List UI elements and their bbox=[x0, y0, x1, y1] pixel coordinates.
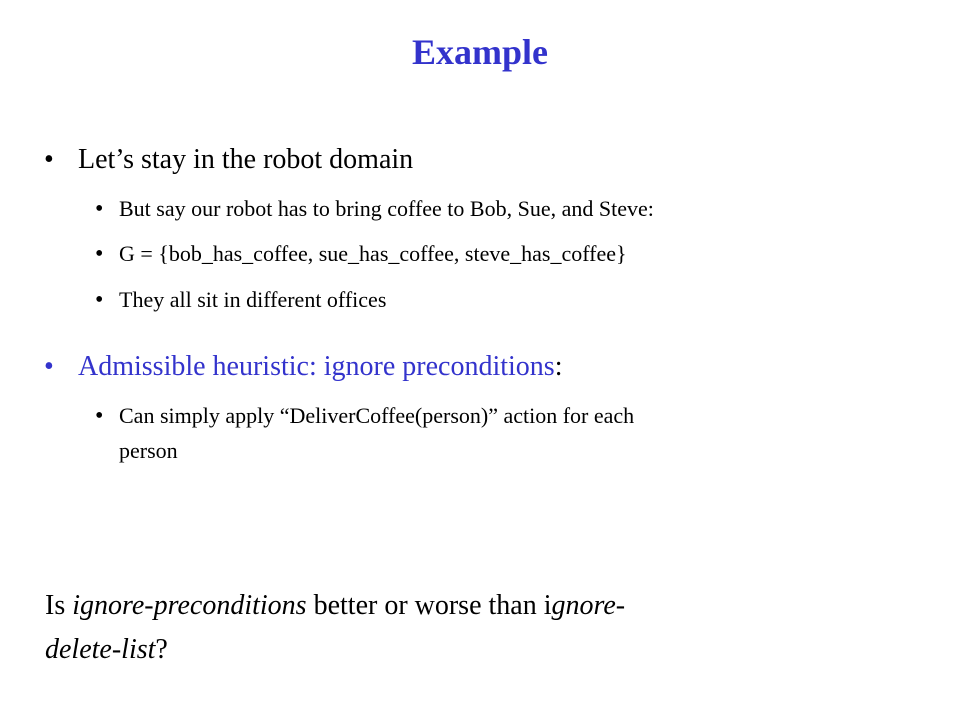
sub-bullet-continuation bbox=[119, 436, 178, 466]
bullet-text-suffix: : bbox=[554, 351, 563, 382]
sub-bullet-text: But say our robot has to bring coffee to Bob, Sue, and Steve: bbox=[119, 196, 654, 221]
bullet-text: Let’s stay in the robot domain bbox=[78, 144, 414, 175]
bullet-admissible-heuristic bbox=[44, 350, 563, 384]
sub-bullet-text: person bbox=[119, 438, 178, 463]
question-text: better or worse than i bbox=[306, 590, 552, 621]
sub-bullet-text: They all sit in different offices bbox=[119, 287, 387, 312]
slide-title: Example bbox=[411, 32, 548, 72]
closing-question bbox=[45, 584, 845, 672]
sub-bullet-text: Can simply apply “DeliverCoffee(person)” action for each bbox=[119, 403, 635, 428]
question-text: Is bbox=[45, 590, 73, 621]
question-term-ignore-delete-list-start: gnore- bbox=[551, 590, 626, 621]
sub-bullet-deliver-coffee bbox=[95, 401, 635, 431]
question-term-ignore-delete-list-end: delete-list bbox=[45, 634, 156, 665]
sub-bullet-text: G = {bob_has_coffee, sue_has_coffee, steve_has_coffee} bbox=[119, 241, 627, 266]
sub-bullet-offices bbox=[95, 285, 387, 315]
bullet-marker: • bbox=[44, 351, 54, 382]
sub-bullet-marker: • bbox=[95, 196, 104, 222]
sub-bullet-goal-set bbox=[95, 239, 627, 269]
bullet-marker: • bbox=[44, 144, 54, 175]
question-mark: ? bbox=[155, 634, 168, 665]
bullet-robot-domain bbox=[44, 143, 414, 177]
sub-bullet-marker: • bbox=[95, 287, 104, 313]
sub-bullet-marker: • bbox=[95, 403, 104, 429]
question-term-ignore-preconditions: ignore-preconditions bbox=[72, 590, 307, 621]
bullet-text-highlight: Admissible heuristic: ignore preconditions bbox=[78, 351, 555, 382]
sub-bullet-coffee-delivery bbox=[95, 194, 654, 224]
sub-bullet-marker: • bbox=[95, 241, 104, 267]
